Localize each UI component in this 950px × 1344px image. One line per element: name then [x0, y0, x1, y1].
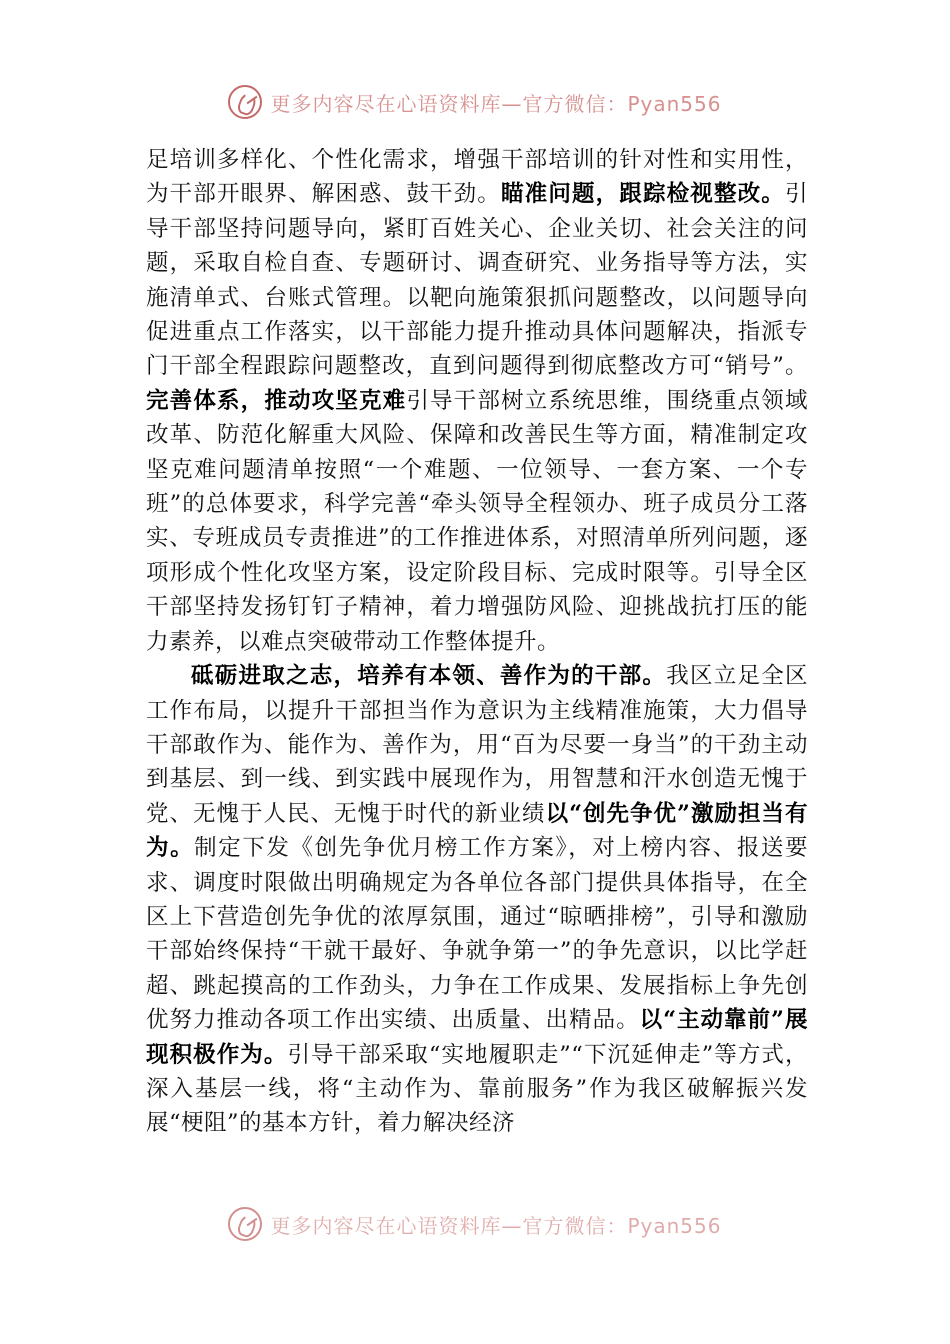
- text-run: 引导干部坚持问题导向，紧盯百姓关心、企业关切、社会关注的问题，采取自检自查、专题研讨、调查研究、业务指导等方法，实施清单式、台账式管理。以靶向施策狠抓问题整改，以问题导向促进重点工作落实，以干部能力提升推动具体问题解决，指派专门干部全程跟踪问题整改，直到问题得到彻底整改方可“销号”。: [146, 181, 808, 380]
- text-run: 足培训多样化、个性化需求，增强干部培训的针对性和实用性，为干部开眼界、解困惑、鼓干劲。: [146, 147, 808, 208]
- paragraph: [146, 143, 808, 659]
- seal-logo-icon: [228, 85, 262, 119]
- text-run: 制定下发《创先争优月榜工作方案》，对上榜内容、报送要求、调度时限做出明确规定为各单位各部门提供具体指导，在全区上下营造创先争优的浓厚氛围，通过“晾晒排榜”，引导和激励干部始终保持“干就干最好、争就争第一”的争先意识，以比学赶超、跳起摸高的工作劲头，力争在工作成果、发展指标上争先创优努力推动各项工作出实绩、出质量、出精品。: [146, 835, 808, 1034]
- bold-heading-run: 完善体系，推动攻坚克难: [146, 387, 407, 414]
- paragraph: [146, 659, 808, 1141]
- document-body: [146, 143, 808, 1141]
- seal-logo-icon: [228, 1207, 262, 1241]
- text-run: 我区立足全区工作布局，以提升干部担当作为意识为主线精准施策，大力倡导干部敢作为、能作为、善作为，用“百为尽要一身当”的干劲主动到基层、到一线、到实践中展现作为，用智慧和汗水创造无愧于党、无愧于人民、无愧于时代的新业绩: [146, 663, 808, 827]
- bold-heading-run: 瞄准问题，跟踪检视整改。: [500, 181, 785, 208]
- bold-heading-run: 以“创先争优”激励担当有为。: [146, 800, 808, 862]
- watermark-footer: [0, 1204, 950, 1244]
- bold-heading-run: 砥砺进取之志，培养有本领、善作为的干部。: [191, 663, 667, 690]
- text-run: 引导干部采取“实地履职走”“下沉延伸走”等方式，深入基层一线，将“主动作为、靠前服务”作为我区破解振兴发展“梗阻”的基本方针，着力解决经济: [146, 1041, 808, 1137]
- watermark-header: [0, 82, 950, 122]
- watermark-text: 更多内容尽在心语资料库—官方微信：Pyan556: [270, 1213, 722, 1238]
- bold-heading-run: 以“主动靠前”展现积极作为。: [146, 1007, 808, 1068]
- text-run: 引导干部树立系统思维，围绕重点领域改革、防范化解重大风险、保障和改善民生等方面，精准制定攻坚克难问题清单按照“一个难题、一位领导、一套方案、一个专班”的总体要求，科学完善“牵头领导全程领办、班子成员分工落实、专班成员专责推进”的工作推进体系，对照清单所列问题，逐项形成个性化攻坚方案，设定阶段目标、完成时限等。引导全区干部坚持发扬钉钉子精神，着力增强防风险、迎挑战抗打压的能力素养，以难点突破带动工作整体提升。: [146, 387, 808, 655]
- watermark-text: 更多内容尽在心语资料库—官方微信：Pyan556: [270, 91, 722, 116]
